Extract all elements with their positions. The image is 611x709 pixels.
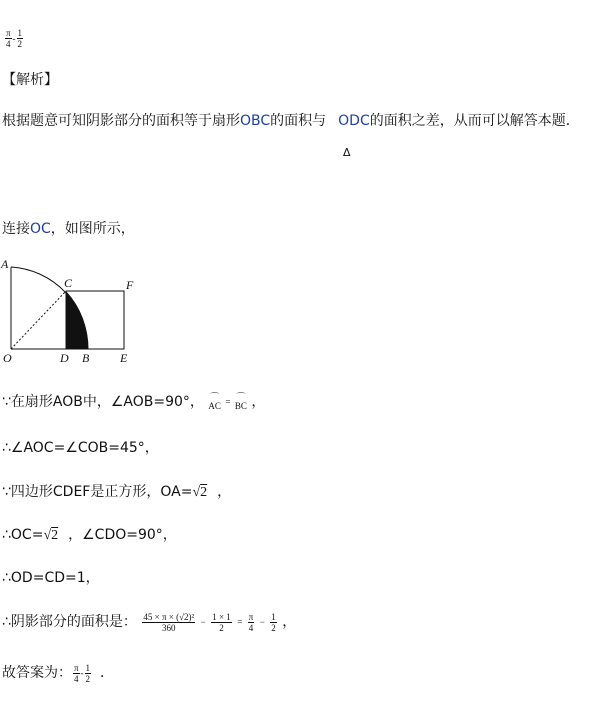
shaded-region [66, 291, 88, 349]
label-a: A [1, 257, 9, 271]
solution-line-1: ∵在扇形AOB中，∠AOB=90°， ⌒ AC = ⌒ BC ， [2, 392, 266, 411]
top-answer [4, 28, 24, 49]
section-heading: 【解析】 [2, 72, 58, 88]
sqrt-2: √2 [192, 485, 208, 500]
label-c: C [64, 276, 73, 290]
connect-text: 连接OC，如图所示， [2, 221, 135, 237]
solution-line-6: ∴阴影部分的面积是： $\frac{\text{45 × π × (√2)²}}{360}$ − $\frac{1 \times 1}{2}$ = $\frac{\pi}{4}$ − $\frac{1}{2}$ ， [2, 611, 297, 633]
label-b: B [82, 351, 90, 365]
triangle-symbol: Δ [343, 146, 351, 159]
fraction-1-over-2: $\frac{1}{2}$ [85, 662, 91, 684]
sector-obc-label: OBC [240, 113, 271, 129]
segment-oc [11, 291, 66, 349]
fraction-1-over-2: $\frac{1}{2}$ [17, 28, 23, 49]
fraction-pi-over-4: $\frac{\pi}{4}$ [6, 28, 11, 49]
segment-oc-label: OC [30, 221, 51, 237]
label-d: D [60, 351, 69, 365]
solution-line-4: ∴OC=√2 ，∠CDO=90°， [2, 527, 177, 543]
minus-sign: - [12, 33, 16, 44]
arc-bc: ⌒ BC [234, 392, 247, 411]
solution-line-2: ∴∠AOC=∠COB=45°， [2, 440, 159, 456]
analysis-text: 根据题意可知阴影部分的面积等于扇形OBC的面积与 ODC的面积之差，从而可以解答本题． [2, 113, 580, 129]
fraction-pi-over-4: $\frac{\pi}{4}$ [74, 662, 79, 684]
label-o: O [3, 351, 12, 365]
fraction-pi-over-4: $\frac{\pi}{4}$ [248, 611, 254, 633]
sqrt-2: √2 [43, 528, 59, 543]
label-f: F [126, 278, 134, 292]
arc-ac: ⌒ AC [208, 392, 221, 411]
geometry-figure [0, 256, 140, 368]
triangle-odc-label: ODC [338, 113, 370, 129]
solution-line-3: ∵四边形CDEF是正方形，OA=√2 ， [2, 484, 232, 500]
fraction-1-over-2: $\frac{1}{2}$ [271, 611, 276, 633]
solution-line-5: ∴OD=CD=1， [2, 570, 100, 586]
final-answer-line: 故答案为： $\frac{\pi}{4}$ - $\frac{1}{2}$ ． [2, 662, 115, 684]
fraction-sector-area: $\frac{\text{45 × π × (√2)²}}{360}$ [143, 611, 195, 633]
label-e: E [120, 351, 128, 365]
fraction-triangle-area: $\frac{1 \times 1}{2}$ [212, 611, 231, 633]
